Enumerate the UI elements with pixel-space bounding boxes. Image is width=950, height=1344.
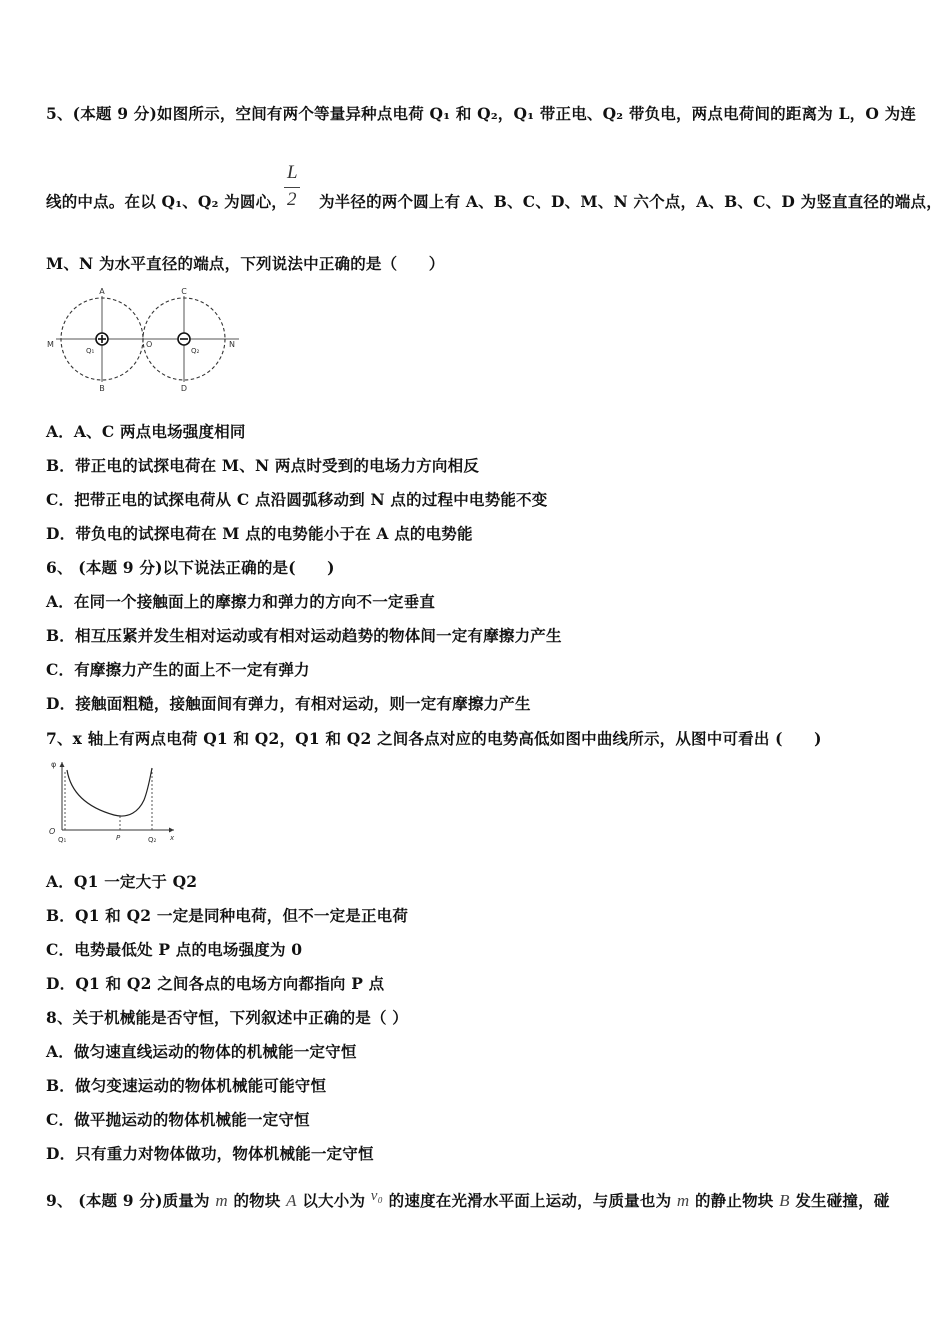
q6-stem: 6、 (本题 9 分)以下说法正确的是( ) [46, 558, 335, 577]
q5-option-c: C．把带正电的试探电荷从 C 点沿圆弧移动到 N 点的过程中电势能不变 [46, 490, 548, 509]
fraction-denominator: 2 [287, 189, 297, 210]
label-B: B [99, 384, 105, 393]
q6-option-c: C．有摩擦力产生的面上不一定有弹力 [46, 660, 310, 679]
q5-option-d: D．带负电的试探电荷在 M 点的电势能小于在 A 点的电势能 [46, 524, 473, 543]
q5-stem-line-2 [46, 190, 942, 212]
q5-option-b: B．带正电的试探电荷在 M、N 两点时受到的电场力方向相反 [46, 456, 480, 475]
label-Q2: Q₂ [148, 836, 157, 844]
two-charges-circle-diagram [44, 284, 244, 394]
label-phi: φ [51, 760, 57, 769]
q8-option-b: B．做匀变速运动的物体机械能可能守恒 [46, 1076, 327, 1095]
label-x: x [170, 834, 175, 842]
fraction-bar [284, 187, 300, 188]
label-Q2: Q₂ [191, 347, 200, 355]
q9-stem-part-6: 发生碰撞，碰 [795, 1191, 890, 1210]
q7-option-c: C．电势最低处 P 点的电场强度为 0 [46, 940, 303, 959]
q8-option-c: C．做平抛运动的物体机械能一定守恒 [46, 1110, 310, 1129]
potential-curve-graph [44, 756, 184, 848]
q8-option-d: D．只有重力对物体做功，物体机械能一定守恒 [46, 1144, 374, 1163]
label-N: N [229, 340, 235, 349]
label-D: D [180, 384, 188, 393]
q9-block-b: B [779, 1191, 790, 1210]
q5-stem-line-2-part-a: 线的中点。在以 Q₁、Q₂ 为圆心， [46, 192, 287, 211]
q9-block-a: A [286, 1191, 297, 1210]
q9-velocity-v0: v₀ [370, 1188, 384, 1204]
potential-curve [67, 768, 152, 816]
q9-mass-m-2: m [676, 1191, 690, 1210]
q8-stem: 8、关于机械能是否守恒，下列叙述中正确的是（ ） [46, 1008, 408, 1027]
q7-option-a: A．Q1 一定大于 Q2 [46, 872, 198, 891]
label-Q1: Q₁ [58, 836, 67, 844]
q6-option-d: D．接触面粗糙，接触面间有弹力，有相对运动，则一定有摩擦力产生 [46, 694, 531, 713]
q9-stem-part-5: 的静止物块 [694, 1191, 774, 1210]
q9-stem-part-1: 9、 (本题 9 分)质量为 [46, 1191, 210, 1210]
q6-option-b: B．相互压紧并发生相对运动或有相对运动趋势的物体间一定有摩擦力产生 [46, 626, 562, 645]
fraction-numerator: L [287, 162, 298, 183]
label-P: P [116, 834, 121, 842]
q6-option-a: A．在同一个接触面上的摩擦力和弹力的方向不一定垂直 [46, 592, 436, 611]
q9-mass-m-1: m [215, 1191, 228, 1210]
q5-stem-line-2-part-b: 为半径的两个圆上有 A、B、C、D、M、N 六个点，A、B、C、D 为竖直直径的端点， [318, 192, 942, 211]
q9-stem-part-3: 以大小为 [302, 1191, 366, 1210]
q5-stem-line-1: 5、(本题 9 分)如图所示，空间有两个等量异种点电荷 Q₁ 和 Q₂，Q₁ 带正电、Q₂ 带负电，两点电荷间的距离为 L，O 为连 [46, 104, 917, 123]
label-M: M [47, 340, 54, 349]
label-A: A [99, 287, 105, 296]
q7-option-b: B．Q1 和 Q2 一定是同种电荷，但不一定是正电荷 [46, 906, 409, 925]
q5-option-a: A．A、C 两点电场强度相同 [46, 422, 246, 441]
label-C: C [181, 287, 187, 296]
q8-option-a: A．做匀速直线运动的物体的机械能一定守恒 [46, 1042, 357, 1061]
q9-stem-part-2: 的物块 [233, 1191, 281, 1210]
label-Q1: Q₁ [86, 347, 95, 355]
label-O: O [146, 340, 153, 349]
q7-option-d: D．Q1 和 Q2 之间各点的电场方向都指向 P 点 [46, 974, 385, 993]
q7-stem: 7、x 轴上有两点电荷 Q1 和 Q2，Q1 和 Q2 之间各点对应的电势高低如图中曲线所示，从图中可看出 ( ) [46, 729, 822, 748]
q9-stem-part-4: 的速度在光滑水平面上运动，与质量也为 [388, 1191, 672, 1210]
label-O: O [49, 827, 56, 836]
q9-stem [46, 1189, 890, 1211]
q5-stem-line-3: M、N 为水平直径的端点，下列说法中正确的是（ ） [46, 254, 445, 273]
